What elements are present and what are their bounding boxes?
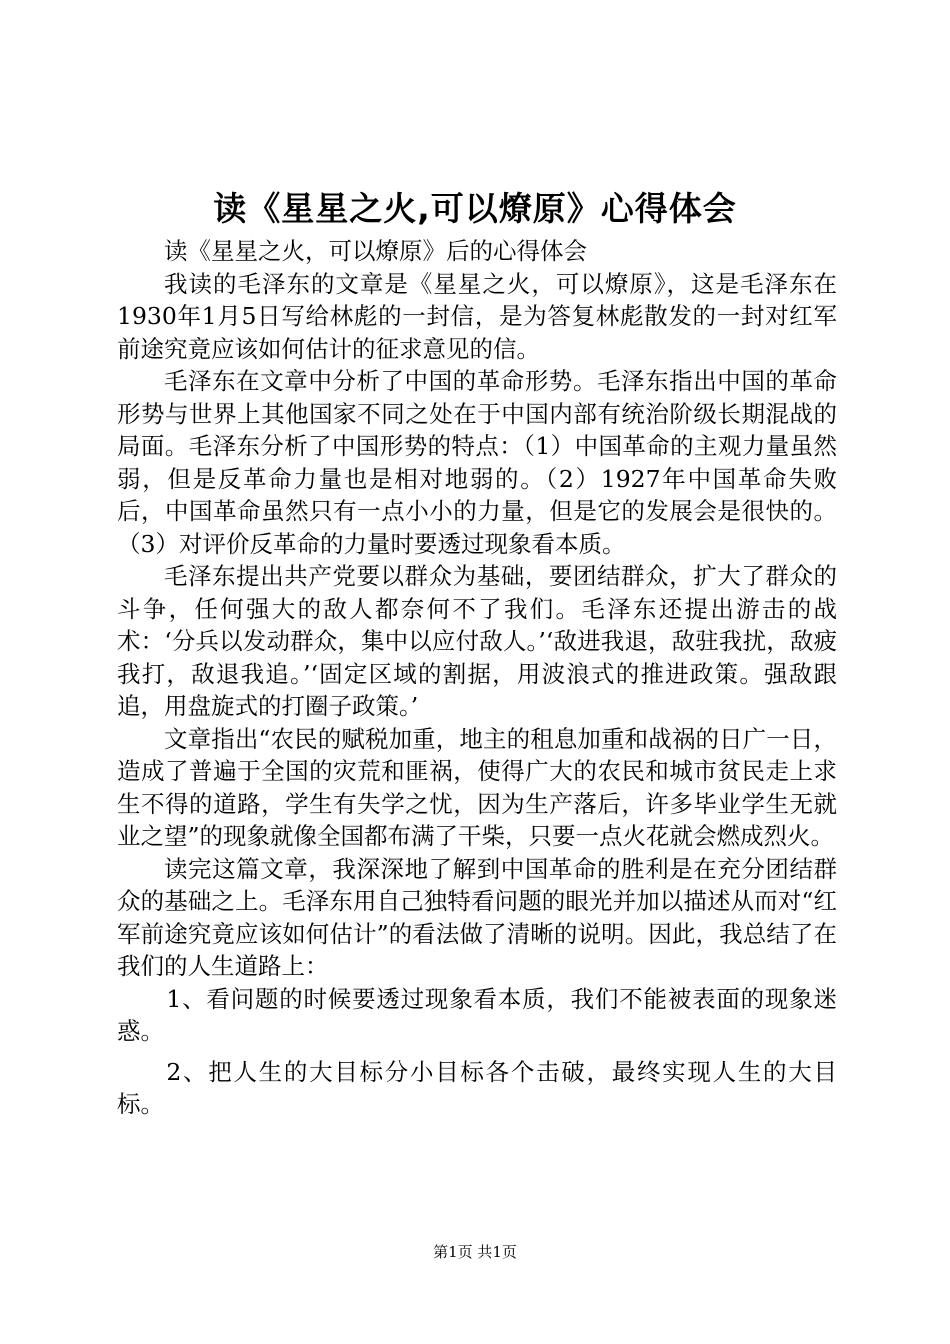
body-paragraph: 我读的毛泽东的文章是《星星之火，可以燎原》，这是毛泽东在1930年1月5日写给林彪的一封信，是为答复林彪散发的一封对红军前途究竟应该如何估计的征求意见的信。	[117, 269, 837, 363]
list-item: 1、看问题的时候要透过现象看本质，我们不能被表面的现象迷惑。	[117, 984, 837, 1045]
body-paragraph: 文章指出“农民的赋税加重，地主的租息加重和战祸的日广一日，造成了普遍于全国的灾荒和匪祸，使得广大的农民和城市贫民走上求生不得的道路，学生有失学之忧，因为生产落后，许多毕业学生无就业之望”的现象就像全国都布满了干柴，只要一点火花就会燃成烈火。	[117, 724, 837, 850]
subtitle-paragraph: 读《星星之火，可以燎原》后的心得体会	[164, 237, 587, 265]
body-paragraph: 毛泽东提出共产党要以群众为基础，要团结群众，扩大了群众的斗争，任何强大的敌人都奈何不了我们。毛泽东还提出游击的战术：‘分兵以发动群众，集中以应付敌人。’‘敌进我退，敌驻我扰，敌疲我打，敌退我追。’‘固定区域的割据，用波浪式的推进政策。强敌跟追，用盘旋式的打圈子政策。’	[117, 562, 837, 720]
document-body	[117, 235, 837, 1121]
page-number-footer: 第1页 共1页	[433, 1243, 517, 1261]
body-paragraph: 读完这篇文章，我深深地了解到中国革命的胜利是在充分团结群众的基础之上。毛泽东用自己独特看问题的眼光并加以描述从而对“红军前途究竟应该如何估计”的看法做了清晰的说明。因此，我总结了在我们的人生道路上：	[117, 854, 837, 980]
document-title: 读《星星之火,可以燎原》心得体会	[213, 189, 737, 228]
list-item: 2、把人生的大目标分小目标各个击破，最终实现人生的大目标。	[117, 1057, 837, 1118]
body-paragraph: 毛泽东在文章中分析了中国的革命形势。毛泽东指出中国的革命形势与世界上其他国家不同之处在于中国内部有统治阶级长期混战的局面。毛泽东分析了中国形势的特点：（1）中国革命的主观力量虽然弱，但是反革命力量也是相对地弱的。（2）1927年中国革命失败后，中国革命虽然只有一点小小的力量，但是它的发展会是很快的。（3）对评价反革命的力量时要透过现象看本质。	[117, 367, 837, 558]
